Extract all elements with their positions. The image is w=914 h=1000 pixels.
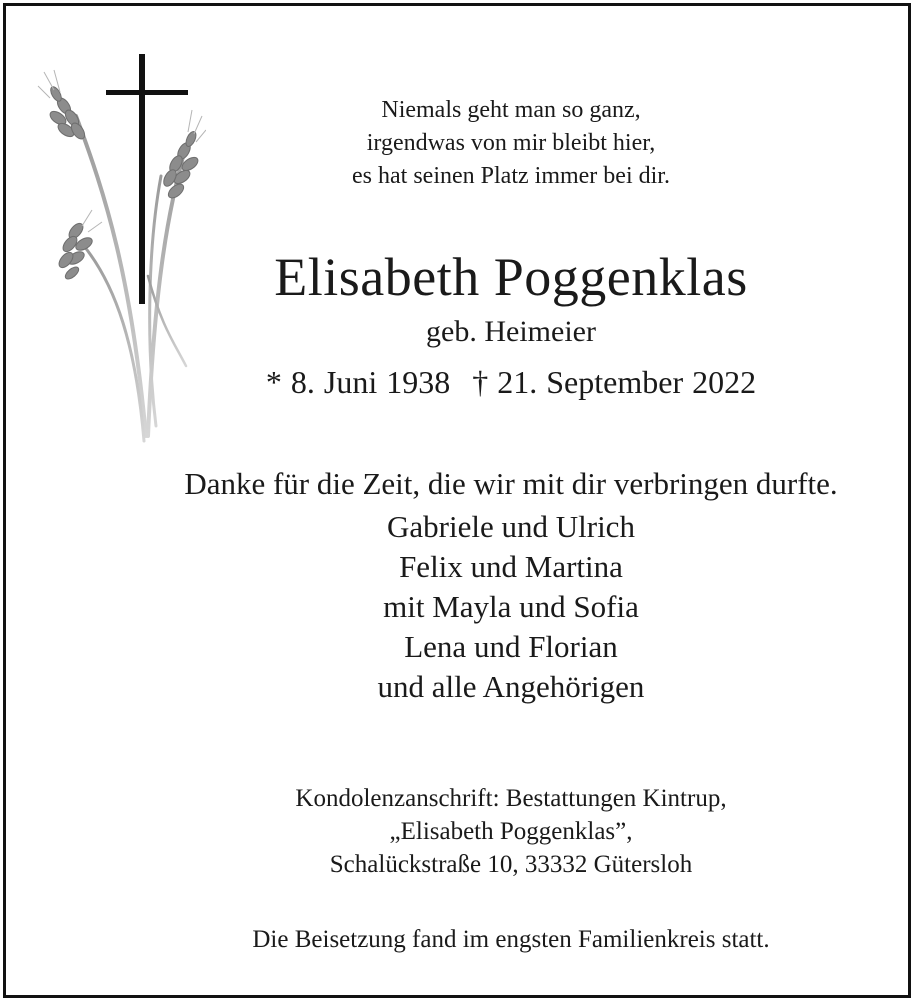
poem [266,94,756,193]
condolence-line: Kondolenzanschrift: Bestattungen Kintrup, [295,785,727,812]
deceased-name: Elisabeth Poggenklas [274,247,748,307]
family-member: mit Mayla und Sofia [383,589,639,624]
poem-line: es hat seinen Platz immer bei dir. [352,163,670,189]
poem-line: irgendwas von mir bleibt hier, [366,130,656,156]
family-member: und alle Angehörigen [377,669,645,704]
condolence-address [156,782,866,881]
thanks-line: Danke für die Zeit, die wir mit dir verbringen durfte. [184,466,838,501]
birth-date: * 8. Juni 1938 [265,364,451,400]
life-dates [156,360,866,404]
family-member: Gabriele und Ulrich [387,509,635,544]
condolence-line: „Elisabeth Poggenklas”, [389,818,633,845]
family-list [156,507,866,707]
death-date: † 21. September 2022 [472,364,757,400]
birth-name: geb. Heimeier [426,315,596,348]
obituary-frame [3,3,911,998]
condolence-line: Schalückstraße 10, 33332 Gütersloh [329,851,693,878]
family-member: Lena und Florian [404,629,618,664]
family-member: Felix und Martina [399,549,623,584]
burial-note: Die Beisetzung fand im engsten Familienkreis statt. [252,926,770,953]
poem-line: Niemals geht man so ganz, [381,97,641,123]
